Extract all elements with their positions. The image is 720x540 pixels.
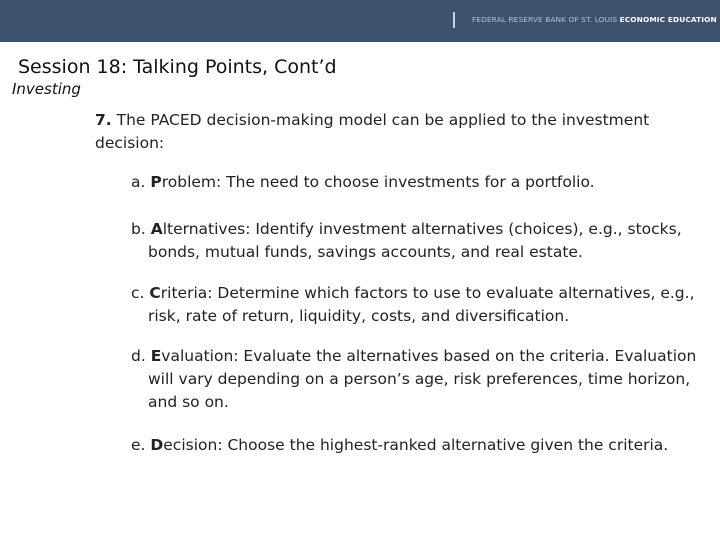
- step-marker: d.: [131, 347, 151, 365]
- banner-divider: [453, 12, 455, 28]
- step-initial: D: [150, 436, 164, 454]
- talking-point: [95, 109, 705, 155]
- step-marker: b.: [131, 220, 151, 238]
- step-text: valuation: Evaluate the alternatives based on the criteria. Evaluation will vary depending on a person’s age, risk preferences, time horizon, and so on.: [148, 347, 697, 411]
- step-marker: e.: [131, 436, 151, 454]
- step-initial: E: [150, 347, 162, 365]
- paced-step-evaluation: [131, 345, 720, 414]
- slide-title: Session 18: Talking Points, Cont’d: [18, 56, 337, 78]
- step-text: lternatives: Identify investment alternatives (choices), e.g., stocks, bonds, mutual funds, savings accounts, and real estate.: [148, 220, 682, 261]
- paced-step-criteria: [131, 282, 720, 328]
- talking-point-text: The PACED decision-making model can be applied to the investment decision:: [95, 111, 650, 152]
- paced-step-decision: [131, 434, 720, 457]
- paced-step-alternatives: [131, 218, 720, 264]
- talking-point-number: 7.: [95, 111, 112, 129]
- slide-subtitle: Investing: [12, 80, 81, 98]
- step-text: roblem: The need to choose investments for a portfolio.: [161, 173, 595, 191]
- step-marker: c.: [131, 284, 150, 302]
- banner-org-name: [472, 15, 717, 24]
- header-banner: [0, 0, 720, 42]
- banner-org-text: FEDERAL RESERVE BANK OF ST. LOUIS: [472, 15, 620, 24]
- banner-org-strong: ECONOMIC EDUCATION: [619, 15, 717, 24]
- step-initial: A: [150, 220, 163, 238]
- step-text: ecision: Choose the highest-ranked alternative given the criteria.: [163, 436, 669, 454]
- step-text: riteria: Determine which factors to use to evaluate alternatives, e.g., risk, rate of return, liquidity, costs, and diversification.: [148, 284, 695, 325]
- paced-step-problem: [131, 171, 720, 194]
- step-initial: P: [150, 173, 162, 191]
- step-marker: a.: [131, 173, 151, 191]
- step-initial: C: [149, 284, 161, 302]
